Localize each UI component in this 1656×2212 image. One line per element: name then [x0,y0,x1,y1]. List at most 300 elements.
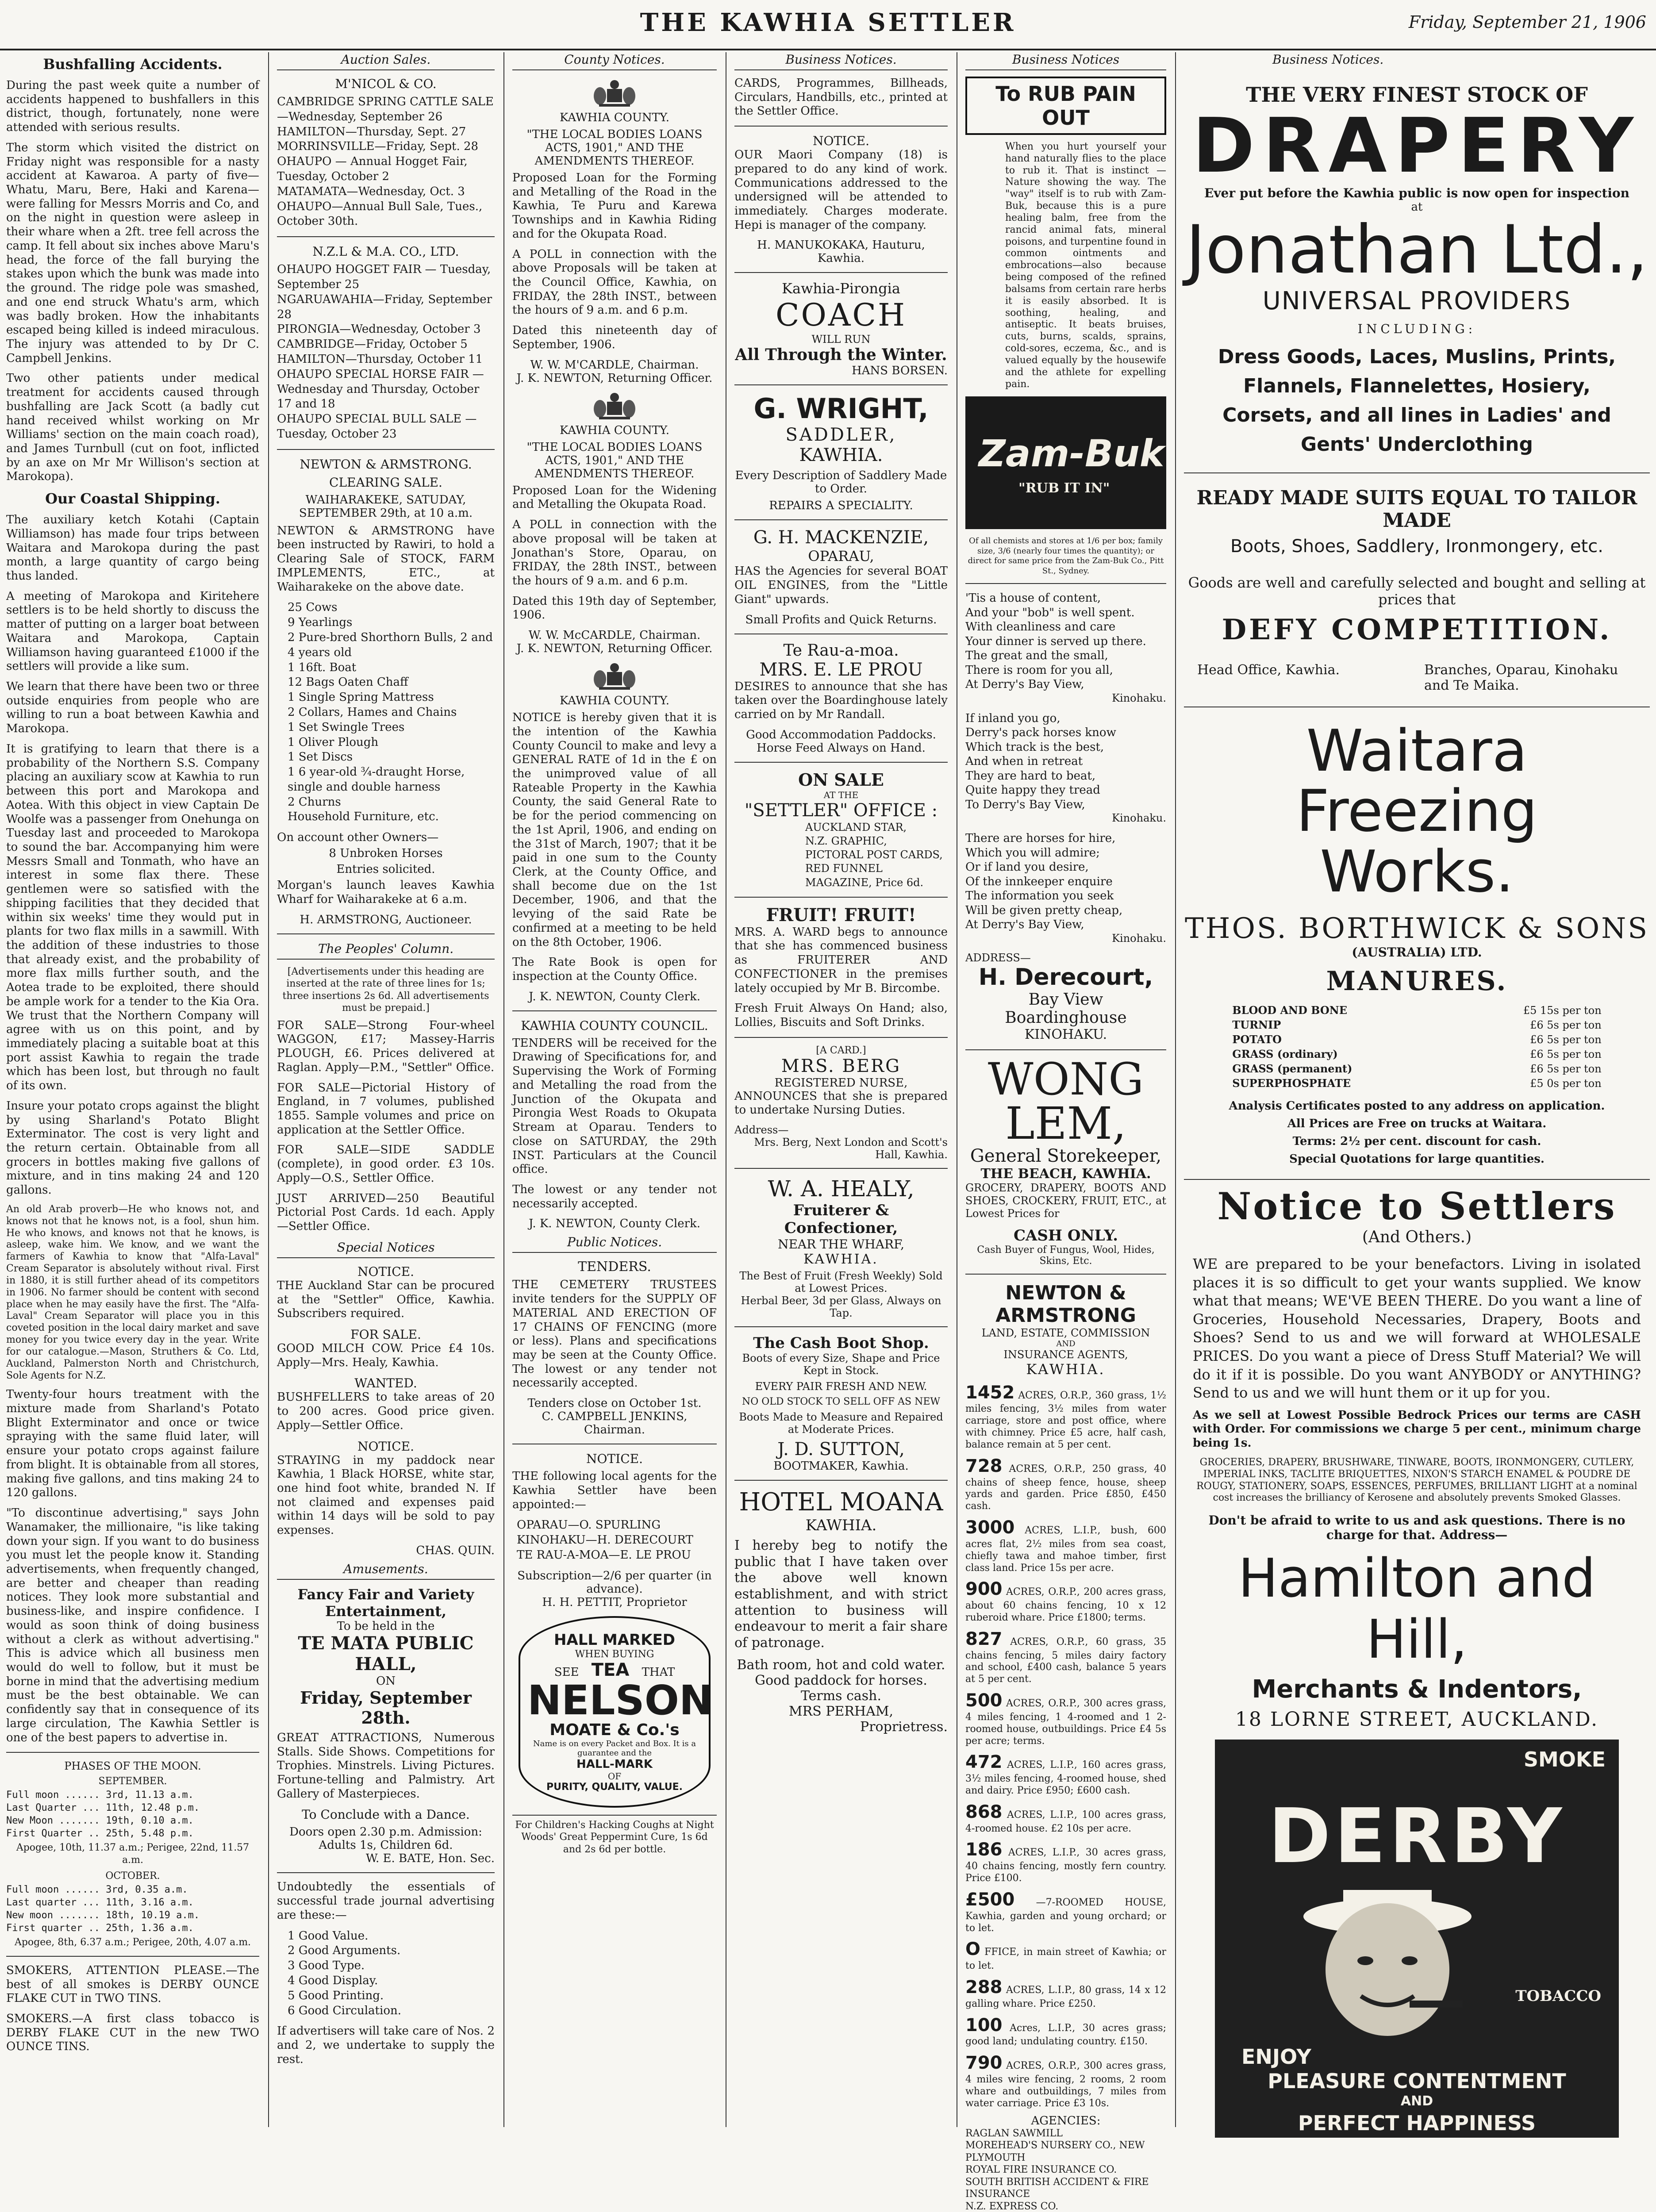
essentials-list [288,1929,495,2019]
drapery-intro: THE VERY FINEST STOCK OF [1246,83,1588,107]
notice-heading: WANTED. [354,1376,417,1391]
act-title: "THE LOCAL BODIES LOANS ACTS, 1901," AND THE AMENDMENTS THEREOF. [526,128,703,168]
rate-notice: NOTICE is hereby given that it is the intention of the Kawhia County Council to make and levy a GENERAL RATE of 1d in the £ on the unimproved value of all Rateable Property in the Kawhia County, the said General Rate to be for the period commencing on the 1st April, 1906, and ending on the 31st of March, 1907; that it be paid in one sum to the County Clerk, at the County Office, and shall become due on the 1st December, 1906, and that the levying of the said Rate be confirmed at a meeting to be held on the 8th October, 1906. [512,711,717,949]
na-land: LAND, ESTATE, COMMISSION [981,1326,1150,1339]
sale-item: OHAUPO SPECIAL HORSE FAIR —Wednesday and Thursday, October 17 and 18 [277,367,484,411]
sale-item: CAMBRIDGE SPRING CATTLE SALE—Wednesday, September 26 [277,95,494,123]
hamilton-hill-address: 18 LORNE STREET, AUCKLAND. [1235,1708,1599,1731]
sale-item: OHAUPO SPECIAL BULL SALE —Tuesday, October 23 [277,412,477,441]
jonathan-boots: Boots, Shoes, Saddlery, Ironmongery, etc. [1230,536,1603,557]
poem-place: Kinohaku. [1112,691,1166,704]
list-item: 1 Single Spring Mattress [288,691,434,704]
divider [277,1872,495,1873]
derby-smoke: SMOKE [1523,1747,1606,1772]
list-item: 2 Churns [288,795,341,809]
derby-perfect: PERFECT HAPPINESS [1298,2111,1536,2135]
land-listing [965,2052,1166,2109]
leprou-paddocks: Good Accommodation Paddocks. [746,728,936,741]
issue-date: Friday, September 21, 1906 [1408,12,1646,32]
poll-notice: A POLL in connection with the above proposal will be taken at Jonathan's Store, Oparau, on FRIDAY, the 28th INST., between the hours of 9 a.m. and 6 p.m. [512,518,717,588]
address-label: Address— [734,1124,789,1137]
list-item: Household Furniture, etc. [288,810,439,824]
healy-location: NEAR THE WHARF, [777,1237,905,1252]
classified-ad: JUST ARRIVED—250 Beautiful Pictorial Post Cards. 1d each. Apply—Settler Office. [277,1191,495,1233]
hamilton-hill-trade: Merchants & Indentors, [1252,1675,1582,1704]
listing-size: £500 [965,1889,1015,1910]
berg-notice: ANNOUNCES that she is prepared to undertake Nursing Duties. [734,1089,948,1117]
column-business-notices-1 [728,52,954,2127]
land-listing [965,1939,1166,1972]
wonglem-buyer: Cash Buyer of Fungus, Wool, Hides, Skins, Etc. [977,1244,1155,1267]
notice-heading: NOTICE. [357,1439,414,1454]
coach-owner: HANS BORSEN. [852,364,948,378]
smoking-man-icon [1295,1886,1480,2045]
moon-row: Last quarter ... 11th, 3.16 a.m. [6,1897,194,1909]
mackenzie-slogan: Small Profits and Quick Returns. [745,613,937,626]
list-item: 1 Oliver Plough [288,735,379,749]
listing-description: ACRES, O.R.P., 200 acres grass, about 60 chains fencing, 10 x 12 ruberoid whare. Price £1800; terms. [965,1586,1166,1623]
jonathan-head-office: Head Office, Kawhia. [1197,662,1340,678]
notice-settlers-goods: GROCERIES, DRAPERY, BRUSHWARE, TINWARE, BOOTS, IRONMONGERY, CUTLERY, IMPERIAL INKS, TACLITE BRIQUETTES, NIXON'S STARCH ENAMEL & POUDRE DE ROUGY, STATIONERY, SOAPS, ESSENCES, PERFUMES, BRILLIANT LIGHT at a nominal cost increases the brilliancy of Kerosene and absolutely prevents Smoked Glasses. [1196,1456,1637,1504]
manure-name: GRASS (permanent) [1232,1062,1352,1075]
tea-brand-nelson: NELSON [527,1676,713,1724]
table-row [1230,1061,1603,1076]
event-on: ON [376,1674,396,1688]
fruit-heading: FRUIT! FRUIT! [766,904,916,926]
table-row [1230,1076,1603,1091]
event-dance: To Conclude with a Dance. [302,1807,470,1822]
saddler-name: G. WRIGHT, [753,392,929,425]
tea-see: SEE [554,1665,579,1679]
sutton-name: J. D. SUTTON, [777,1439,905,1460]
woods-cure-advert: For Children's Hacking Coughs at Night Woods' Great Peppermint Cure, 1s 6d and 2s 6d per bottle. [512,1815,717,1856]
saddler-town: KAWHIA. [799,445,883,466]
onsale-heading: ON SALE [798,769,884,790]
jonathan-branches: Branches, Oparau, Kinohaku and Te Maika. [1424,662,1618,693]
notice-settlers-sub: (And Others.) [1362,1228,1472,1246]
section-amusements: Amusements. [277,1562,495,1580]
derecourt-town: KINOHAKU. [1024,1026,1107,1042]
tender-close: Tenders close on October 1st. [527,1397,702,1410]
zambuk-text: When you hurt yourself your hand naturally flies to the place to rub it. That is instinct — Nature showing the way. The "way" itself is to rub with Zam-Buk, because this is a pure healing balm, free from the rancid animal fats, mineral poisons, and turpentine found in common ointments and embrocations—also because being composed of the refined balsams from certain rare herbs it is easily absorbed. It is soothing, healing, and antiseptic. It beats bruises, cuts, burns, scalds, sprains, cold-sores, eczema, &c., and is valued equally by the housewife and the athlete for expelling pain. [1005,141,1166,390]
section-county-notices: County Notices. [512,52,717,70]
listing-size: 288 [965,1977,1003,1997]
poem-line: The information you seek [965,889,1114,903]
county-name: KAWHIA COUNTY. [559,111,670,124]
list-item: 3 Good Type. [288,1959,365,1973]
drapery-heading: DRAPERY [1192,102,1641,190]
signature: J. K. NEWTON, County Clerk. [528,1217,701,1231]
table-row [1230,1047,1603,1061]
column-county-notices [506,52,723,2127]
section-special-notices: Special Notices [277,1240,495,1258]
derby-tobacco-advert [1215,1740,1619,2138]
entries-note: Entries solicited. [336,863,435,876]
listing-description: ACRES, L.I.P., 160 acres grass, 3½ miles fencing, 4-roomed house, shed and dairy. Price £950; £600 cash. [965,1759,1166,1796]
coat-of-arms-icon [590,389,639,420]
manure-free: All Prices are Free on trucks at Waitara. [1287,1117,1547,1130]
coat-of-arms-icon [590,660,639,691]
mackenzie-name: G. H. MACKENZIE, [753,527,929,548]
poem-line: At Derry's Bay View, [965,918,1084,932]
event-venue: TE MATA PUBLIC HALL, [298,1632,474,1674]
sale-item: HAMILTON—Thursday, October 11 [277,352,483,366]
column-auctions [271,52,501,2127]
listing-description: FFICE, in main street of Kawhia; or to let. [965,1947,1166,1972]
waitara-works: Works. [1320,837,1514,905]
land-listing [965,1889,1166,1934]
manures-heading: MANURES. [1326,966,1508,997]
tea-word: TEA [591,1659,630,1680]
tender-notice: THE CEMETERY TRUSTEES invite tenders for the SUPPLY OF MATERIAL AND ERECTION OF 17 CHAINS OF FENCING (more or less). Plans and specifications may be seen at the County Office. The lowest or any tender not necessarily accepted. [512,1278,717,1390]
list-item: 9 Yearlings [288,616,353,630]
poem-line: Will be given pretty cheap, [965,903,1123,917]
listing-description: ACRES, L.I.P., bush, 600 acres flat, 2½ miles from sea coast, chiefly tawa and mahoe timber, first class land. Price 15s per acre. [965,1525,1166,1574]
manure-name: POTATO [1232,1033,1282,1046]
manure-price: £6 5s per ton [1530,1048,1602,1060]
listing-size: 186 [965,1839,1003,1860]
sale-list [277,262,495,442]
listing-size: 900 [965,1579,1003,1600]
event-secretary: W. E. BATE, Hon. Sec. [365,1852,495,1866]
derecourt-house: Bay View Boardinghouse [1005,990,1127,1027]
masthead [0,0,1656,50]
list-item: N.Z. GRAPHIC, [805,834,887,847]
sale-item: PIRONGIA—Wednesday, October 3 [277,323,481,336]
tenders-heading: TENDERS. [578,1259,651,1275]
repairs-note: REPAIRS A SPECIALITY. [769,499,913,513]
onsale-office: "SETTLER" OFFICE : [744,800,938,821]
sutton-trade: BOOTMAKER, Kawhia. [773,1459,909,1473]
poem-line: Or if land you desire, [965,860,1089,874]
listing-size: O [965,1939,981,1960]
list-item: PICTORAL POST CARDS, [805,849,943,861]
sale-item: OHAUPO — Annual Hogget Fair, Tuesday, October 2 [277,155,468,183]
divider [734,519,948,520]
divider [734,1168,948,1169]
land-listings [965,1382,1166,2110]
sale-item: NGARUAWAHIA—Friday, September 28 [277,292,492,321]
notice-text: THE Auckland Star can be procured at the "Settler" Office, Kawhia. Subscribers required. [277,1279,495,1321]
list-item: 2 Collars, Hames and Chains [288,705,457,719]
notice-text: STRAYING in my paddock near Kawhia, 1 Black HORSE, white star, one hind foot white, branded N. If not claimed and expenses paid within 14 days will be sold to pay expenses. [277,1453,495,1537]
manure-price: £6 5s per ton [1530,1018,1602,1031]
tea-hallmark: HALL-MARK [576,1757,653,1771]
derby-tobacco: TOBACCO [1515,1987,1601,2005]
sale-item: CAMBRIDGE—Friday, October 5 [277,338,468,351]
healy-name: W. A. HEALY, [768,1176,914,1202]
poem-place: Kinohaku. [1112,932,1166,945]
poem-line: And when in retreat [965,755,1083,768]
moon-row: First Quarter .. 25th, 5.48 p.m. [6,1828,194,1839]
divider [965,583,1166,584]
card-label: [A CARD.] [816,1045,866,1056]
zambuk-headline: To RUB PAIN OUT [965,77,1166,135]
section-business-notices: Business Notices. [1272,52,1384,67]
moon-row: New Moon ....... 19th, 0.10 a.m. [6,1815,194,1827]
divider [734,1326,948,1327]
column-rule [268,52,269,2127]
list-item: 25 Cows [288,601,338,614]
divider [1184,472,1650,473]
land-listing [965,1578,1166,1624]
subscription-note: Subscription—2/6 per quarter (in advance). [517,1569,712,1596]
article-paragraph: Two other patients under medical treatment for accidents caused through bushfalling are Jack Scott (a badly cut hand received whilst working on Mr Williams' section on the main coach road), and James Turnbull (cut on foot, inflicted by an axe on Mr Mr Willison's section at Marokopa). [6,372,259,484]
poem-stanza [965,831,1166,932]
hotel-proprietress: Proprietress. [860,1719,948,1735]
list-item: 12 Bags Oaten Chaff [288,676,408,689]
listing-description: ACRES, O.R.P., 300 acres grass, 4 miles wire fencing, 2 rooms, 2 room whare and outbuildings, 7 miles from water carriage. Price £3 10s. [965,2060,1166,2109]
hamilton-hill-name: Hamilton and Hill, [1238,1548,1596,1671]
divider [277,449,495,450]
peoples-rates: [Advertisements under this heading are inserted at the rate of three lines for 1s; three insertions 2s 6d. All advertisements must be prepaid.] [282,966,489,1014]
wonglem-goods: GROCERY, DRAPERY, BOOTS AND SHOES, CROCKERY, FRUIT, ETC., at Lowest Prices for [965,1181,1166,1220]
waitara-heading: Waitara Freezing [1296,717,1538,845]
column-rule [1175,52,1176,2127]
maori-company-notice: OUR Maori Company (18) is prepared to do any kind of work. Communications addressed to the undersigned will be attended to immediately. Charges moderate. Hepi is manager of the company. [734,148,948,232]
listing-size: 868 [965,1801,1003,1822]
notice-text: GOOD MILCH COW. Price £4 10s. Apply—Mrs. Healy, Kawhia. [277,1341,495,1369]
divider [734,897,948,898]
borthwick-aust: (AUSTRALIA) LTD. [1352,945,1482,960]
moon-month-october: OCTOBER. [105,1870,160,1882]
newspaper-title: THE KAWHIA SETTLER [640,8,1016,37]
clearing-sale-date: WAIHARAKEKE, SATUDAY, SEPTEMBER 29th, at 10 a.m. [299,493,473,520]
notice-heading: FOR SALE. [350,1327,421,1342]
list-item: 1 Set Discs [288,750,353,764]
coach-heading: COACH [775,297,907,334]
listing-description: ACRES, O.R.P., 360 grass, 1½ miles fencing, 3½ miles from water carriage, store and post office, where with chimney. Price £5 acre, half cash, balance remain at 5 per cent. [965,1390,1166,1450]
loan-proposal: Proposed Loan for the Forming and Metalling of the Road in the Kawhia, Te Puru and Karewa Townships and in Kawhia Riding and for the Okupata Road. [512,171,717,241]
manure-name: BLOOD AND BONE [1232,1004,1348,1017]
listing-size: 728 [965,1455,1003,1476]
event-date: Friday, September 28th. [300,1687,472,1728]
manure-name: GRASS (ordinary) [1232,1048,1338,1060]
divider [965,1049,1166,1050]
list-item: ROYAL FIRE INSURANCE CO. [965,2164,1117,2176]
divider [734,384,948,385]
auctioneer-name: M'NICOL & CO. [335,77,437,91]
signature: C. CAMPBELL JENKINS, Chairman. [542,1410,688,1437]
divider [277,933,495,934]
manure-analysis: Analysis Certificates posted to any address on application. [1229,1099,1605,1113]
list-item: 6 Good Circulation. [288,2004,401,2017]
coach-route: Kawhia-Pirongia [782,280,900,297]
article-paragraph: Insure your potato crops against the blight by using Sharland's Potato Blight Exterminator. The cost is very light and the return certain. Obtainable from all grocers in bottles making five gallons of mixture, and in tins making 24 and 120 gallons. [6,1099,259,1197]
na-insurance: INSURANCE AGENTS, [1003,1348,1128,1361]
list-item: 5 Good Printing. [288,1989,384,2002]
sale-item: MORRINSVILLE—Friday, Sept. 28 [277,140,479,154]
poll-notice: A POLL in connection with the above Proposals will be taken at the Council Office, Kawhia, on FRIDAY, the 28th INST., between the hours of 9 a.m. and 6 p.m. [512,247,717,317]
listing-description: ACRES, L.I.P., 30 acres grass, 40 chains fencing, mostly fern country. Price £100. [965,1847,1166,1884]
borthwick-name: THOS. BORTHWICK & SONS [1184,912,1649,945]
manure-price: £6 5s per ton [1530,1062,1602,1075]
column-news [0,52,265,2127]
derecourt-name: H. Derecourt, [978,964,1153,991]
section-peoples-column: The Peoples' Column. [277,941,495,960]
list-item: 2 Pure-bred Shorthorn Bulls, 2 and 4 years old [288,630,493,659]
list-item: KINOHAKU—H. DERECOURT [517,1533,693,1547]
poem-stanza [965,591,1166,692]
clearing-sale-intro: NEWTON & ARMSTRONG have been instructed by Rawiri, to hold a Clearing Sale of STOCK, FARM IMPLEMENTS, ETC., at Waiharakeke on the above date. [277,524,495,594]
land-listing [965,1382,1166,1451]
listing-description: Acres, L.I.P., 30 acres grass; good land; undulating country. £150. [965,2022,1166,2047]
bootshop-heading: The Cash Boot Shop. [753,1334,929,1352]
moon-apogee: Apogee, 8th, 6.37 a.m.; Perigee, 20th, 4.07 a.m. [14,1937,251,1948]
owners-note: On account other Owners— [277,831,439,845]
poem-line: If inland you go, [965,711,1060,725]
tea-guarantee: Name is on every Packet and Box. It is a guarantee and the [533,1739,696,1758]
manure-price: £5 0s per ton [1530,1077,1602,1090]
ward-notice: MRS. A. WARD begs to announce that she has commenced business as FRUITERER AND CONFECTIONER in the premises lately occupied by Mr B. Bircombe. [734,925,948,995]
tea-hall-marked: HALL MARKED [553,1631,676,1649]
list-item: 1 6 year-old ¾-draught Horse, single and double harness [288,765,465,794]
listing-description: ACRES, L.I.P., 80 grass, 14 x 12 galling whare. Price £250. [965,1984,1166,2009]
hotel-terms: Terms cash. [800,1688,882,1704]
hotel-town: KAWHIA. [805,1517,877,1535]
printing-advert: CARDS, Programmes, Billheads, Circulars, Handbills, etc., printed at the Settler Office. [734,77,948,118]
event-attractions: GREAT ATTRACTIONS, Numerous Stalls. Side Shows. Competitions for Trophies. Minstrels. Living Pictures. Fortune-telling and Palmistry. Art Gallery of Masterpieces. [277,1731,495,1801]
tea-purity: PURITY, QUALITY, VALUE. [546,1781,683,1793]
divider [6,1752,259,1753]
tea-when: WHEN BUYING [575,1648,654,1660]
notice-heading: NOTICE. [357,1264,414,1279]
zambuk-advert-image [965,396,1166,529]
poem-line: They are hard to beat, [965,769,1096,783]
signature: H. MANUKOKAKA, Hauturu, Kawhia. [757,238,925,265]
derby-pleasure: PLEASURE CONTENTMENT [1268,2069,1566,2093]
signature: W. W. McCARDLE, Chairman. [528,629,701,642]
notice-heading: NOTICE. [586,1452,643,1467]
divider [1184,1179,1650,1180]
derby-brand: DERBY [1268,1793,1566,1881]
jonathan-defy: DEFY COMPETITION. [1222,613,1612,646]
moon-row: New moon ....... 18th, 10.19 a.m. [6,1910,200,1921]
moon-apogee: Apogee, 10th, 11.37 a.m.; Perigee, 22nd, 11.57 a.m. [16,1842,250,1866]
hotel-notice: I hereby beg to notify the public that I have taken over the above well known establishment, and with strict attention to business will endeavour to merit a fair share of patronage. [734,1538,948,1651]
manure-special: Special Quotations for large quantities. [1289,1152,1545,1166]
smokers-notice: SMOKERS.—A first class tobacco is DERBY FLAKE CUT in the new TWO OUNCE TINS. [6,2012,259,2054]
jonathan-suits: READY MADE SUITS EQUAL TO TAILOR MADE [1196,486,1637,532]
notice-signature: CHAS. QUIN. [416,1544,495,1557]
column-business-notices-2 [959,52,1172,2212]
list-item: 2 Good Arguments. [288,1944,401,1958]
jonathan-name: Jonathan Ltd., [1186,211,1648,288]
list-item: OPARAU—O. SPURLING [517,1518,661,1532]
listing-size: 100 [965,2015,1003,2035]
hotel-bath: Bath room, hot and cold water. [737,1657,945,1673]
zambuk-slogan: "RUB IT IN" [1018,480,1110,496]
table-row [1230,1003,1603,1018]
poem-line: Your dinner is served up there. [965,634,1146,648]
column-business-notices-3 [1178,52,1656,2135]
county-name: KAWHIA COUNTY. [559,423,670,437]
auctioneer-name: NEWTON & ARMSTRONG. [300,457,472,472]
listing-size: 472 [965,1752,1003,1773]
divider [277,236,495,237]
poem-line: The great and the small, [965,649,1108,663]
land-listing [965,1455,1166,1513]
land-listing [965,2015,1166,2048]
list-item: 1 16ft. Boat [288,661,357,674]
list-item: AUCKLAND STAR, [805,821,907,833]
coat-of-arms-icon [590,77,639,108]
leprou-notice: DESIRES to announce that she has taken over the Boardinghouse lately carried on by Mr Randall. [734,680,948,722]
sale-list [277,95,495,229]
listing-size: 500 [965,1690,1003,1711]
manure-price: £5 15s per ton [1523,1004,1602,1017]
dated-line: Dated this nineteenth day of September, 1906. [512,324,717,351]
council-name: KAWHIA COUNTY COUNCIL. [521,1018,708,1033]
list-item: 8 Unbroken Horses [329,847,443,860]
sale-item: OHAUPO—Annual Bull Sale, Tues., October 30th. [277,200,483,228]
divider [734,126,948,127]
list-item: 1 Set Swingle Trees [288,720,405,734]
zambuk-brand: Zam-Buk [979,432,1164,476]
leprou-horse: Horse Feed Always on Hand. [757,741,926,755]
na-name: NEWTON & ARMSTRONG [995,1281,1136,1327]
address-label: ADDRESS— [965,951,1031,964]
manure-name: SUPERPHOSPHATE [1232,1077,1351,1090]
poem-line: There are horses for hire, [965,832,1116,845]
saddlery-desc: Every Description of Saddlery Made to Order. [735,469,947,496]
agents-list [517,1518,717,1563]
loan-proposal: Proposed Loan for the Widening and Metalling the Okupata Road. [512,484,717,511]
agencies-title: AGENCIES: [1031,2114,1101,2128]
jonathan-including: INCLUDING: [1357,321,1476,336]
auctioneer-signature: H. ARMSTRONG, Auctioneer. [300,913,472,926]
moon-row: Full moon ...... 3rd, 11.13 a.m. [6,1790,194,1801]
divider [734,272,948,273]
article-paragraph: A meeting of Marokopa and Kiritehere settlers is to be held shortly to discuss the matter of putting on a larger boat between Waitara and Marokopa, Captain Williamson having guaranteed £1000 if the settlers will provide a like sum. [6,589,259,673]
event-held: To be held in the [337,1619,435,1633]
land-listing [965,1628,1166,1686]
classified-ad: FOR SALE—Pictorial History of England, in 7 volumes, published 1855. Sample volumes and price on application at the Settler Office. [277,1081,495,1137]
list-item: N.Z. EXPRESS CO. [965,2200,1059,2212]
jonathan-tagline: UNIVERSAL PROVIDERS [1262,286,1571,315]
section-business-notices: Business Notices. [734,52,948,70]
land-listing [965,1690,1166,1747]
na-and: AND [1056,1339,1076,1348]
moon-row: First quarter .. 25th, 1.36 a.m. [6,1923,194,1934]
healy-beer: Herbal Beer, 3d per Glass, Always on Tap. [741,1294,941,1320]
agents-intro: THE following local agents for the Kawhia Settler have been appointed:— [512,1470,717,1511]
land-listing [965,1751,1166,1797]
auctioneer-name: N.Z.L & M.A. CO., LTD. [312,244,459,259]
notice-settlers-cash: As we sell at Lowest Possible Bedrock Prices our terms are CASH with Order. For commissions we charge 5 per cent., minimum charge being 1s. [1193,1408,1641,1450]
table-row [1230,1032,1603,1047]
ratebook-notice: The Rate Book is open for inspection at the County Office. [512,956,717,983]
mackenzie-town: OPARAU, [808,548,874,565]
article-paragraph: The storm which visited the district on Friday night was responsible for a nasty accident at Kawaroa. A party of five—Whatu, Maru, Bere, Haki and Karena—were falling for Messrs Morris and Co, and on the night in question were asleep in their whare when a 2ft. tree fell across the camp. It fell about six inches above Maru's head, the force of the fall burying the stakes upon which the bunk was made into the ground. The ridge pole was smashed, and one end struck Whatu's arm, which was badly broken. How the inhabitants escaped being killed is indeed miraculous. The injury was attended to by Dr C. Campbell Jenkins. [6,141,259,365]
divider [734,1480,948,1481]
headline-bushfalling: Bushfalling Accidents. [43,56,223,73]
tea-that: THAT [642,1665,675,1679]
onsale-atthe: AT THE [823,789,859,800]
event-admission: Doors open 2.30 p.m. Admission: Adults 1s, Children 6d. [289,1825,482,1852]
moon-row: Last Quarter ... 11th, 12.48 p.m. [6,1802,200,1814]
onsale-list [805,821,948,890]
listing-description: ACRES, O.R.P., 250 grass, 40 chains of sheep fence, house, sheep yards and garden. Price £850, £450 cash. [965,1463,1166,1512]
clearing-sale-heading: CLEARING SALE. [329,475,442,490]
list-item: TE RAU-A-MOA—E. LE PROU [517,1548,691,1562]
advertising-essentials: Undoubtedly the essentials of successful trade journal advertising are these:— [277,1880,495,1922]
hotel-name: HOTEL MOANA [739,1488,943,1517]
classified-ad: FOR SALE—SIDE SADDLE (complete), in good order. £3 10s. Apply—O.S., Settler Office. [277,1143,495,1185]
tender-notice: TENDERS will be received for the Drawing of Specifications for, and Supervising the Work of Forming and Metalling the road from the Junction of the Okupata and Pirongia West Roads to Okupata Stream at Oparau. Tenders to close on SATURDAY, the 29th INST. Particulars at the Council office. [512,1036,717,1176]
list-item: SOUTH BRITISH ACCIDENT & FIRE INSURANCE [965,2176,1149,2200]
listing-description: ACRES, O.R.P., 60 grass, 35 chains fencing, 5 miles dairy factory and school, £400 cash, balance 5 years at 5 per cent. [965,1636,1166,1685]
